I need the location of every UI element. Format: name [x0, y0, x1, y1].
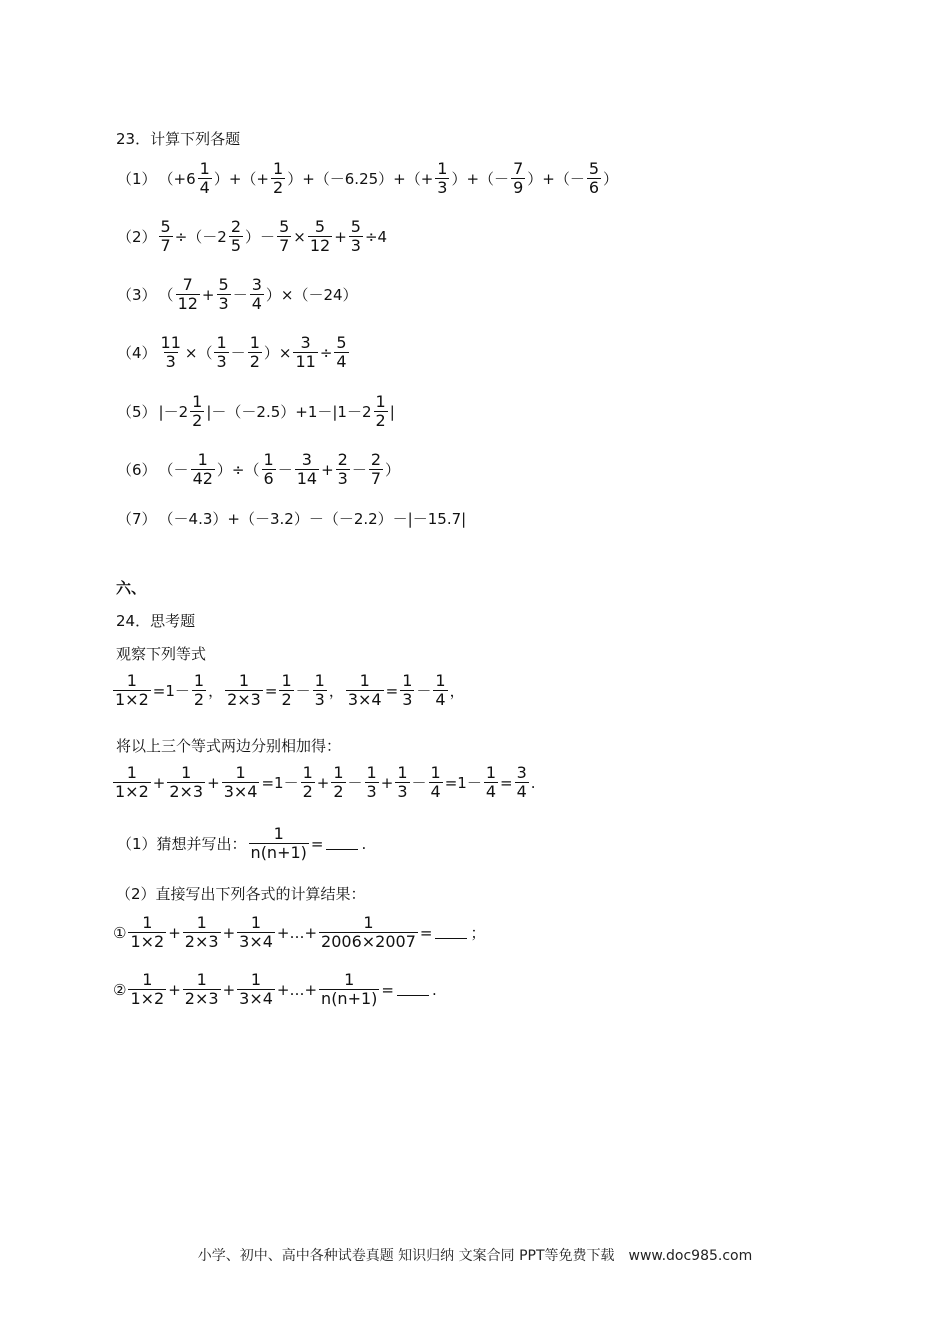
denominator: 2×3	[184, 989, 219, 1008]
denominator: 9	[513, 178, 524, 197]
fraction	[167, 764, 205, 801]
fraction	[433, 672, 447, 709]
fraction	[128, 971, 166, 1008]
fraction	[237, 971, 275, 1008]
numerator: 1	[485, 763, 497, 782]
denominator: 2×3	[184, 932, 219, 951]
text: ）×（－24）	[265, 286, 358, 304]
numerator: 1	[197, 450, 208, 469]
q23-part4	[116, 334, 350, 371]
numerator: 1	[402, 671, 413, 690]
denominator: 3	[216, 352, 227, 371]
denominator: 3	[337, 469, 348, 488]
denominator: 4	[516, 782, 527, 801]
denominator: 11	[295, 352, 316, 371]
numerator: 2	[337, 450, 348, 469]
fraction	[395, 764, 409, 801]
denominator: 2	[192, 411, 203, 430]
numerator: 5	[160, 217, 171, 236]
numerator: 1	[430, 763, 441, 782]
q24-part1	[116, 825, 367, 862]
fraction	[365, 764, 379, 801]
numerator: 1	[333, 763, 344, 782]
denominator: 3×4	[239, 932, 273, 951]
denominator: 2	[333, 782, 344, 801]
denominator: 4	[430, 782, 441, 801]
circled-number: ②	[113, 980, 127, 999]
fraction	[308, 218, 332, 255]
text: －	[416, 682, 432, 700]
denominator: 3	[314, 690, 325, 709]
text: |－2	[158, 403, 189, 421]
denominator: 2	[281, 690, 292, 709]
denominator: 7	[160, 236, 171, 255]
text: ）×	[263, 344, 292, 362]
denominator: 6	[263, 469, 274, 488]
fraction	[279, 672, 293, 709]
label: （6）	[117, 461, 157, 479]
numerator: 1	[375, 392, 386, 411]
text: ）+（－	[527, 170, 585, 188]
numerator: 1	[235, 763, 246, 782]
text: ）	[603, 170, 619, 188]
q24-add-text: 将以上三个等式两边分别相加得：	[116, 737, 342, 755]
denominator: 7	[370, 469, 382, 488]
denominator: 4	[199, 178, 210, 197]
numerator: 1	[366, 763, 377, 782]
numerator: 1	[196, 970, 207, 989]
fraction	[313, 672, 327, 709]
fraction	[374, 393, 388, 430]
fraction	[319, 914, 418, 951]
text: +	[222, 923, 236, 942]
text: ）+（－6.25）+（+	[287, 170, 434, 188]
numerator: 5	[279, 217, 290, 236]
text: －	[347, 774, 363, 792]
label: （1）猜想并写出：	[117, 835, 247, 853]
denominator: 12	[177, 294, 198, 313]
fraction	[511, 160, 525, 197]
numerator: 1	[249, 333, 260, 352]
label: （5）	[117, 403, 157, 421]
label: （3）	[117, 286, 157, 304]
text: +	[201, 285, 215, 304]
q23-part5	[116, 393, 396, 430]
denominator: 12	[309, 236, 331, 255]
text: ）+（+	[213, 170, 269, 188]
denominator: 7	[279, 236, 290, 255]
numerator: 1	[142, 970, 153, 989]
fraction	[301, 764, 315, 801]
fraction	[293, 334, 317, 371]
q24-observe-text: 观察下列等式	[116, 645, 207, 663]
fraction	[128, 914, 166, 951]
fraction	[229, 218, 243, 255]
denominator: 5	[230, 236, 242, 255]
q23-part2	[116, 218, 388, 255]
denominator: 3	[350, 236, 361, 255]
q24-part2-item1	[112, 914, 486, 951]
text: =	[419, 923, 433, 942]
fraction	[400, 672, 414, 709]
denominator: 3×4	[223, 782, 258, 801]
q24-observe-equations	[112, 672, 466, 709]
numerator: 1	[142, 913, 153, 932]
numerator: 7	[182, 275, 193, 294]
text: +	[152, 773, 166, 792]
fraction	[225, 672, 263, 709]
fraction	[214, 334, 228, 371]
answer-blank	[397, 983, 429, 996]
fraction	[190, 393, 204, 430]
fraction	[435, 160, 449, 197]
text: －	[232, 286, 248, 304]
page-footer: 小学、初中、高中各种试卷真题 知识归纳 文案合同 PPT等免费下载 www.doc985.com	[197, 1248, 753, 1264]
denominator: 3	[218, 294, 229, 313]
fraction	[336, 451, 350, 488]
denominator: 4	[251, 294, 262, 313]
numerator: 1	[363, 913, 374, 932]
text: |－（－2.5）+1－|1－2	[206, 403, 372, 421]
q23-part7	[116, 508, 467, 529]
fraction	[113, 672, 151, 709]
numerator: 3	[516, 763, 527, 782]
text: －	[230, 344, 246, 362]
numerator: 11	[160, 333, 181, 352]
numerator: 1	[181, 763, 192, 782]
denominator: 1×2	[115, 782, 149, 801]
numerator: 1	[397, 763, 408, 782]
text: ，	[208, 682, 224, 700]
numerator: 1	[193, 671, 205, 690]
text: +	[380, 773, 394, 792]
fraction	[159, 218, 173, 255]
fraction	[192, 672, 206, 709]
numerator: 1	[126, 671, 137, 690]
numerator: 5	[336, 333, 347, 352]
q23-title: 23．计算下列各题	[116, 130, 241, 148]
denominator: 1×2	[115, 690, 149, 709]
q23-part6	[116, 451, 401, 488]
text: =	[381, 980, 394, 999]
numerator: 2	[370, 450, 382, 469]
fraction	[159, 334, 183, 371]
numerator: 1	[250, 913, 262, 932]
numerator: 1	[302, 763, 313, 782]
text: +	[207, 773, 220, 792]
fraction	[334, 334, 348, 371]
fraction	[346, 672, 384, 709]
numerator: 1	[199, 159, 210, 178]
answer-blank	[435, 926, 467, 939]
text: －	[411, 774, 427, 792]
numerator: 1	[216, 333, 227, 352]
text: －	[277, 461, 293, 479]
fraction	[249, 825, 309, 862]
text: =1－	[152, 682, 190, 700]
numerator: 1	[281, 671, 292, 690]
text: ÷（－2	[174, 228, 227, 246]
denominator: 3	[397, 782, 408, 801]
fraction	[183, 971, 221, 1008]
text: （+6	[158, 170, 196, 188]
circled-number: ①	[113, 923, 127, 942]
denominator: 4	[485, 782, 497, 801]
fraction	[349, 218, 363, 255]
q24-part2-label: （2）直接写出下列各式的计算结果：	[116, 885, 366, 903]
fraction	[198, 160, 212, 197]
fraction	[217, 276, 231, 313]
numerator: 7	[513, 159, 524, 178]
text: =	[500, 773, 513, 792]
numerator: 5	[350, 217, 361, 236]
q23-part1	[116, 160, 619, 197]
text: ）	[385, 461, 401, 479]
numerator: 3	[300, 333, 311, 352]
fraction	[250, 276, 264, 313]
denominator: 4	[435, 690, 446, 709]
label: （4）	[117, 344, 157, 362]
fraction	[176, 276, 200, 313]
text: +…+	[276, 980, 318, 999]
denominator: 3×4	[347, 690, 382, 709]
denominator: 3×4	[239, 989, 273, 1008]
numerator: 1	[344, 970, 355, 989]
numerator: 1	[273, 824, 284, 843]
denominator: 2006×2007	[321, 932, 416, 951]
text: .	[530, 773, 536, 792]
denominator: 3	[437, 178, 448, 197]
denominator: 3	[366, 782, 377, 801]
numerator: 1	[126, 763, 137, 782]
text: +…+	[276, 923, 318, 942]
text: （－4.3）+（－3.2）－（－2.2）－|－15.7|	[158, 510, 467, 528]
text: |	[389, 402, 395, 421]
denominator: 3	[402, 690, 413, 709]
q24-sum-equation	[112, 764, 537, 801]
denominator: 2	[302, 782, 313, 801]
denominator: 1×2	[130, 932, 165, 951]
fraction	[222, 764, 260, 801]
text: ，	[328, 682, 344, 700]
fraction	[271, 160, 285, 197]
answer-blank	[326, 837, 358, 850]
text: =1－	[444, 774, 482, 792]
text: +	[222, 980, 236, 999]
text: +	[316, 773, 330, 792]
numerator: 1	[359, 671, 370, 690]
label: （1）	[117, 170, 157, 188]
denominator: 2×3	[169, 782, 204, 801]
fraction	[319, 971, 379, 1008]
numerator: 1	[196, 913, 207, 932]
text: =	[385, 681, 399, 700]
label: （2）	[117, 228, 157, 246]
denominator: 4	[336, 352, 347, 371]
denominator: 2	[273, 178, 284, 197]
text: +	[168, 923, 181, 942]
numerator: 1	[435, 671, 446, 690]
numerator: 1	[437, 159, 448, 178]
text: ）+（－	[451, 170, 510, 188]
denominator: 6	[588, 178, 600, 197]
fraction	[484, 764, 498, 801]
text: ；	[470, 924, 486, 942]
numerator: 3	[301, 450, 312, 469]
numerator: 1	[314, 671, 325, 690]
text: +	[168, 980, 181, 999]
fraction	[191, 451, 215, 488]
q24-title: 24．思考题	[116, 612, 196, 630]
text: ×	[293, 227, 306, 246]
fraction	[515, 764, 529, 801]
text: ÷4	[364, 227, 388, 246]
denominator: 3	[165, 352, 176, 371]
numerator: 5	[314, 217, 326, 236]
fraction	[369, 451, 383, 488]
text: +	[334, 227, 347, 246]
numerator: 1	[238, 671, 250, 690]
text: =	[264, 681, 278, 700]
fraction	[113, 764, 151, 801]
fraction	[237, 914, 275, 951]
text: ，	[449, 682, 465, 700]
numerator: 3	[251, 275, 262, 294]
text: －	[351, 461, 367, 479]
denominator: n(n+1)	[321, 989, 378, 1008]
text: .	[361, 834, 367, 853]
denominator: n(n+1)	[250, 843, 307, 862]
text: ÷	[319, 343, 333, 362]
text: （	[158, 286, 174, 304]
text: ×（	[184, 344, 213, 362]
denominator: 1×2	[130, 989, 165, 1008]
numerator: 5	[218, 275, 229, 294]
text: =	[310, 834, 324, 853]
fraction	[587, 160, 601, 197]
q24-part2-item2	[112, 971, 438, 1008]
fraction	[331, 764, 345, 801]
text: +	[321, 460, 334, 479]
fraction	[429, 764, 443, 801]
numerator: 5	[588, 159, 600, 178]
numerator: 1	[250, 970, 262, 989]
fraction	[277, 218, 291, 255]
numerator: 1	[263, 450, 274, 469]
text: .	[431, 980, 437, 999]
fraction	[248, 334, 262, 371]
denominator: 2	[193, 690, 205, 709]
numerator: 1	[192, 392, 203, 411]
denominator: 42	[192, 469, 213, 488]
denominator: 14	[296, 469, 318, 488]
fraction	[262, 451, 276, 488]
text: =1－	[261, 774, 299, 792]
fraction	[295, 451, 319, 488]
text: ）÷（	[216, 461, 260, 479]
text: （－	[158, 461, 189, 479]
denominator: 2×3	[227, 690, 261, 709]
section-heading: 六、	[116, 579, 147, 597]
label: （7）	[117, 510, 157, 528]
numerator: 1	[273, 159, 284, 178]
text: －	[295, 682, 311, 700]
text: ）－	[245, 228, 276, 246]
denominator: 2	[375, 411, 386, 430]
numerator: 2	[230, 217, 242, 236]
denominator: 2	[249, 352, 260, 371]
q23-part3	[116, 276, 359, 313]
fraction	[183, 914, 221, 951]
